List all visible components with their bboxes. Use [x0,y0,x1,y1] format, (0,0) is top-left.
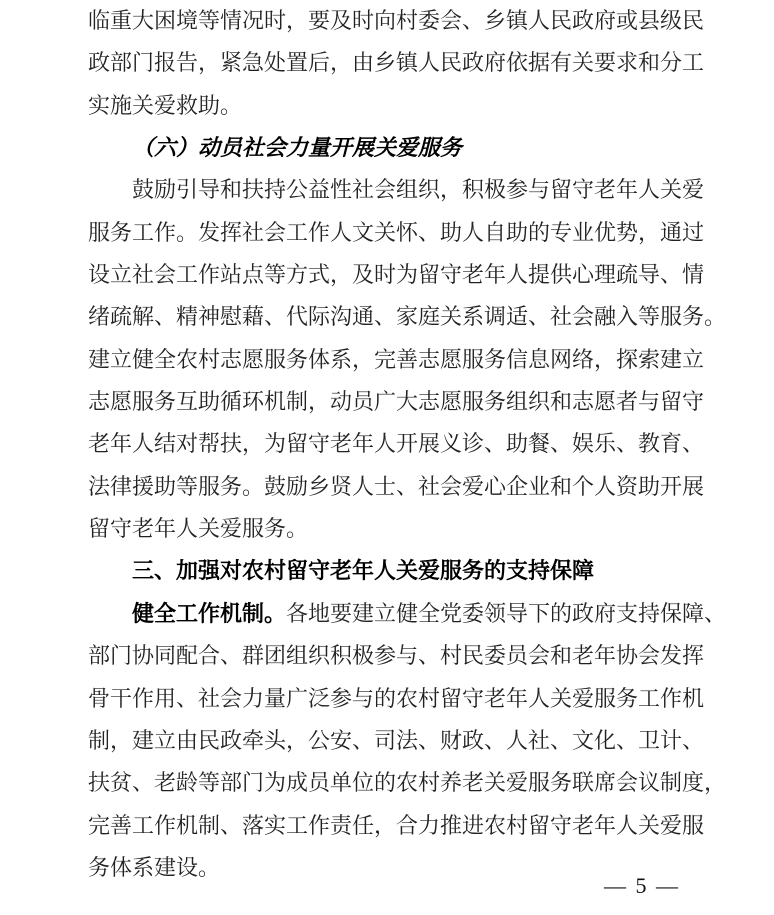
document-line: 完善工作机制、落实工作责任，合力推进农村留守老年人关爱服 [88,812,705,838]
document-line: 鼓励引导和扶持公益性社会组织，积极参与留守老年人关爱 [132,177,705,203]
document-line: 三、加强对农村留守老年人关爱服务的支持保障 [132,558,595,584]
document-line: 政部门报告，紧急处置后，由乡镇人民政府依据有关要求和分工 [88,50,705,76]
document-line: 制，建立由民政牵头，公安、司法、财政、人社、文化、卫计、 [88,727,705,753]
document-line [88,593,727,635]
document-line: 骨干作用、社会力量广泛参与的农村留守老年人关爱服务工作机 [88,685,705,711]
document-line: 老年人结对帮扶，为留守老年人开展义诊、助餐、娱乐、教育、 [88,431,705,457]
document-line: 实施关爱救助。 [88,92,243,118]
document-line: 服务工作。发挥社会工作人文关怀、助人自助的专业优势，通过 [88,219,705,245]
page-number: — 5 — [604,873,680,898]
document-line: （六）动员社会力量开展关爱服务 [132,135,463,161]
document-line: 设立社会工作站点等方式，及时为留守老年人提供心理疏导、情 [88,262,705,288]
document-line: 部门协同配合、群团组织积极参与、村民委员会和老年协会发挥 [88,643,705,669]
line-text: 各地要建立健全党委领导下的政府支持保障、 [286,600,727,626]
document-text-block [88,0,727,889]
document-line: 留守老年人关爱服务。 [88,516,309,542]
document-line: 志愿服务互助循环机制，动员广大志愿服务组织和志愿者与留守 [88,389,705,415]
bold-lead-in: 健全工作机制。 [132,600,287,626]
document-line: 法律援助等服务。鼓励乡贤人士、社会爱心企业和个人资助开展 [88,473,705,499]
document-line: 绪疏解、精神慰藉、代际沟通、家庭关系调适、社会融入等服务。 [88,304,727,330]
document-line: 务体系建设。 [88,854,221,880]
document-line: 临重大困境等情况时，要及时向村委会、乡镇人民政府或县级民 [88,8,705,33]
document-line: 扶贫、老龄等部门为成员单位的农村养老关爱服务联席会议制度， [88,770,727,796]
document-line: 建立健全农村志愿服务体系，完善志愿服务信息网络，探索建立 [88,346,705,372]
